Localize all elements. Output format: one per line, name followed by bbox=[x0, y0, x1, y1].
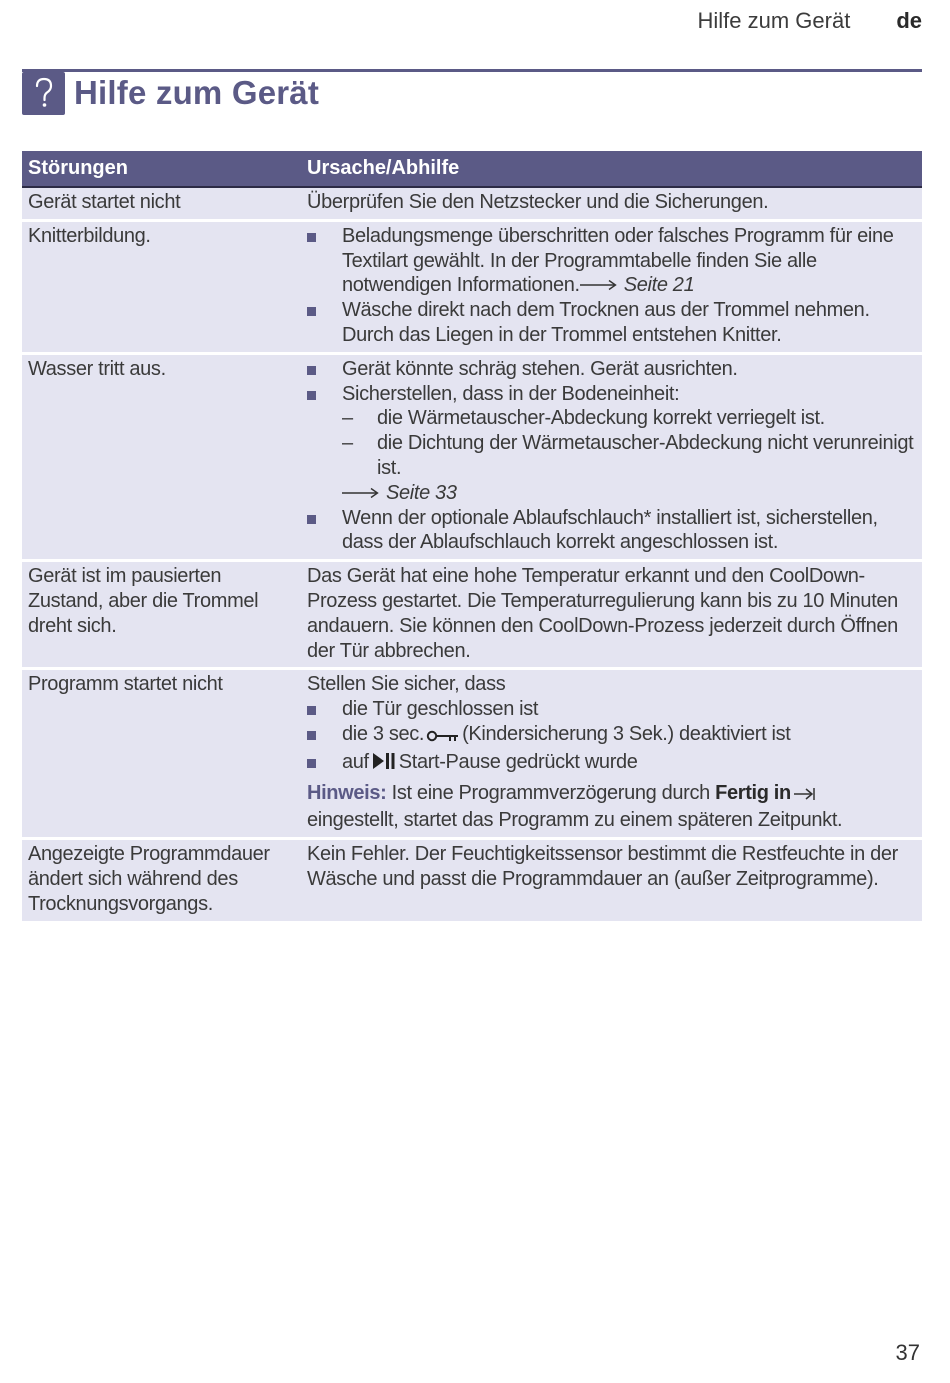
list-item: Gerät könnte schräg stehen. Gerät ausrichten. bbox=[307, 357, 914, 382]
bullet-list bbox=[307, 357, 914, 555]
list-item bbox=[307, 750, 914, 778]
list-item: Wäsche direkt nach dem Trocknen aus der Trommel nehmen. Durch das Liegen in der Trommel entstehen Knitter. bbox=[307, 298, 914, 348]
long-right-arrow-icon bbox=[342, 481, 380, 506]
note-text: Ist eine Programmverzögerung durch bbox=[391, 781, 710, 804]
list-item bbox=[307, 722, 914, 750]
section-heading bbox=[22, 70, 319, 116]
table-row bbox=[22, 187, 922, 220]
table-header-row bbox=[22, 151, 922, 187]
note-label: Hinweis: bbox=[307, 781, 387, 804]
page-reference[interactable]: Seite 33 bbox=[386, 481, 457, 504]
cause-cell: Kein Fehler. Der Feuchtigkeitssensor bestimmt die Restfeuchte in der Wäsche und passt die Programmdauer an (außer Zeitprogramme). bbox=[301, 839, 922, 922]
problem-cell: Angezeigte Programmdauer ändert sich während des Trocknungsvorgangs. bbox=[22, 839, 301, 922]
list-item-text: Sicherstellen, dass in der Bodeneinheit: bbox=[342, 382, 680, 405]
bullet-list bbox=[307, 224, 914, 348]
key-icon bbox=[426, 725, 460, 750]
page-title: Hilfe zum Gerät bbox=[74, 74, 320, 111]
column-header-problems: Störungen bbox=[22, 151, 301, 187]
list-item-text: Start-Pause gedrückt wurde bbox=[398, 750, 638, 773]
long-right-arrow-icon bbox=[580, 273, 618, 298]
list-item: Wenn der optionale Ablaufschlauch* installiert ist, sicherstellen, dass der Ablaufschlauch korrekt angeschlossen ist. bbox=[307, 506, 914, 556]
note-bold-text: Fertig in bbox=[715, 781, 791, 804]
arrow-to-bar-icon bbox=[793, 784, 817, 809]
page-reference[interactable]: Seite 21 bbox=[623, 274, 695, 297]
bullet-list bbox=[307, 697, 914, 777]
cause-cell bbox=[301, 353, 922, 560]
play-pause-icon bbox=[371, 751, 397, 778]
list-item-text: Beladungsmenge überschritten oder falsches Programm für eine Textilart gewählt. In der Programmtabelle finden Sie alle notwendigen Informationen. bbox=[342, 224, 894, 297]
dash-item: – die Wärmetauscher-Abdeckung korrekt verriegelt ist. bbox=[342, 406, 914, 431]
list-item bbox=[307, 224, 914, 298]
problem-cell: Gerät ist im pausierten Zustand, aber die Trommel dreht sich. bbox=[22, 561, 301, 669]
list-item: die Tür geschlossen ist bbox=[307, 697, 914, 722]
dash-list bbox=[342, 406, 914, 480]
troubleshooting-table bbox=[22, 151, 922, 924]
problem-cell: Gerät startet nicht bbox=[22, 187, 301, 220]
list-item-text: (Kindersicherung 3 Sek.) deaktiviert ist bbox=[462, 722, 791, 745]
table-row bbox=[22, 220, 922, 353]
problem-cell: Knitterbildung. bbox=[22, 220, 301, 353]
table-row bbox=[22, 561, 922, 669]
page-number: 37 bbox=[895, 1340, 920, 1365]
cause-cell bbox=[301, 669, 922, 839]
list-item-text: die 3 sec. bbox=[342, 722, 425, 745]
reference-line bbox=[342, 481, 914, 506]
running-title: Hilfe zum Gerät bbox=[697, 8, 851, 33]
language-code: de bbox=[896, 8, 922, 33]
cause-cell: Überprüfen Sie den Netzstecker und die Sicherungen. bbox=[301, 187, 922, 220]
problem-cell: Programm startet nicht bbox=[22, 669, 301, 839]
note-paragraph bbox=[307, 781, 914, 834]
list-item bbox=[307, 382, 914, 506]
list-item-text: auf bbox=[342, 750, 369, 773]
cause-cell bbox=[301, 220, 922, 353]
table-row bbox=[22, 839, 922, 922]
column-header-causes: Ursache/Abhilfe bbox=[301, 151, 922, 187]
problem-cell: Wasser tritt aus. bbox=[22, 353, 301, 560]
dash-item: – die Dichtung der Wärmetauscher-Abdeckung nicht verunreinigt ist. bbox=[342, 431, 914, 481]
table-row bbox=[22, 353, 922, 560]
running-header bbox=[697, 8, 922, 34]
question-icon bbox=[22, 72, 65, 115]
cause-cell: Das Gerät hat eine hohe Temperatur erkannt und den CoolDown-Prozess gestartet. Die Temperaturregulierung kann bis zu 10 Minuten andauern. Sie können den CoolDown-Prozess jederzeit durch Öffnen der Tür abbrechen. bbox=[301, 561, 922, 669]
intro-text: Stellen Sie sicher, dass bbox=[307, 673, 506, 696]
table-row bbox=[22, 669, 922, 839]
note-text: eingestellt, startet das Programm zu einem späteren Zeitpunkt. bbox=[307, 809, 843, 832]
